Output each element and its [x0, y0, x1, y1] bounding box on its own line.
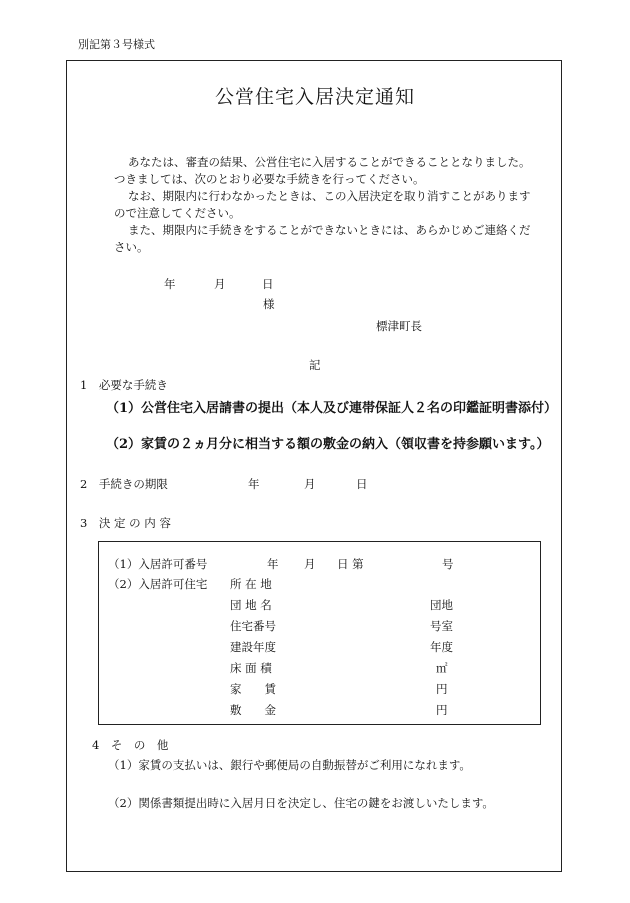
row-deposit-unit: 円 [436, 703, 448, 717]
date-year: 年 [164, 277, 176, 291]
row-rent-label: 家 賃 [230, 682, 276, 696]
row-number-unit: 号室 [430, 619, 453, 633]
section1-item1: （1）公営住宅入居請書の提出（本人及び連帯保証人２名の印鑑証明書添付） [106, 401, 558, 416]
ki-marker: 記 [309, 358, 321, 372]
row-location-label: 所 在 地 [230, 577, 272, 591]
permit-year: 年 [267, 557, 279, 571]
deadline-month: 月 [304, 477, 316, 491]
row-built-unit: 年度 [430, 640, 453, 654]
section1-heading: 1 必要な手続き [80, 378, 168, 392]
section4-item1: （1）家賃の支払いは、銀行や郵便局の自動振替がご利用になれます。 [108, 758, 471, 772]
section2-heading: 2 手続きの期限 [80, 477, 168, 491]
date-month: 月 [214, 277, 226, 291]
section1-item2: （2）家賃の２ヵ月分に相当する額の敷金の納入（領収書を持参願います。） [106, 437, 550, 452]
document-title: 公営住宅入居決定通知 [214, 86, 415, 108]
section4-heading: 4 そ の 他 [92, 738, 169, 752]
section3-heading: 3 決 定 の 内 容 [80, 516, 171, 530]
permit-month: 月 [304, 557, 316, 571]
row-area-unit: ㎡ [436, 661, 448, 675]
row-area-label: 床 面 積 [230, 661, 272, 675]
intro-line-5: また、期限内に手続きをすることができないときには、あらかじめご連絡くだ [128, 223, 531, 237]
permit-day-dai: 日 第 [337, 557, 364, 571]
deadline-day: 日 [356, 477, 368, 491]
intro-line-2: つきましては、次のとおり必要な手続きを行ってください。 [114, 172, 425, 186]
intro-line-1: あなたは、審査の結果、公営住宅に入居することができることとなりました。 [128, 155, 531, 169]
row-rent-unit: 円 [436, 682, 448, 696]
intro-line-4: ので注意してください。 [114, 206, 241, 220]
housing-label: （2）入居許可住宅 [108, 577, 208, 591]
date-day: 日 [262, 277, 274, 291]
recipient-sama: 様 [263, 297, 275, 311]
row-built-label: 建設年度 [230, 640, 276, 654]
row-complex-label: 団 地 名 [230, 598, 272, 612]
row-deposit-label: 敷 金 [230, 703, 276, 717]
permit-number-label: （1）入居許可番号 [108, 557, 208, 571]
permit-go: 号 [442, 557, 454, 571]
section4-item2: （2）関係書類提出時に入居月日を決定し、住宅の鍵をお渡しいたします。 [108, 796, 494, 810]
row-number-label: 住宅番号 [230, 619, 276, 633]
sender-name: 標津町長 [376, 319, 422, 333]
intro-line-3: なお、期限内に行わなかったときは、この入居決定を取り消すことがあります [128, 189, 531, 203]
form-number-label: 別記第３号様式 [78, 38, 155, 51]
intro-line-6: さい。 [114, 240, 149, 254]
deadline-year: 年 [248, 477, 260, 491]
row-complex-unit: 団地 [430, 598, 453, 612]
